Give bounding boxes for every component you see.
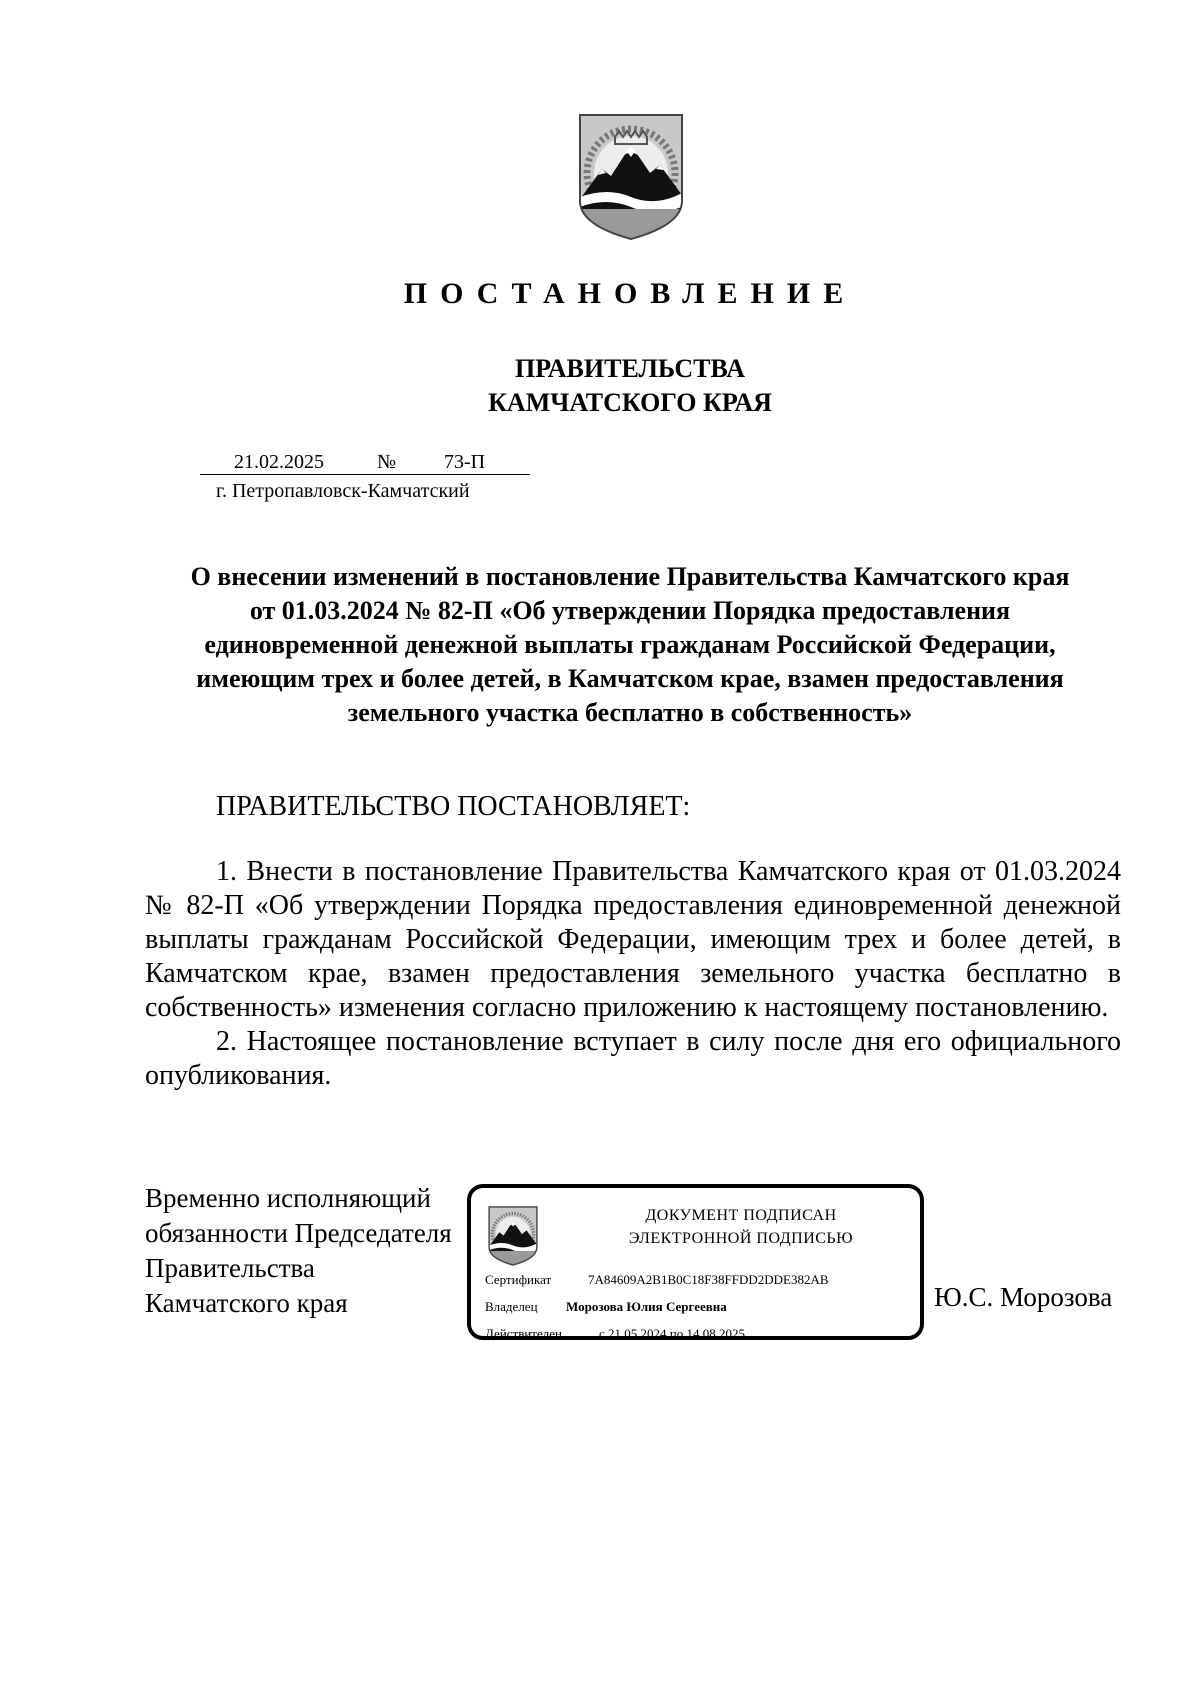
signatory-name: Ю.С. Морозова: [934, 1282, 1113, 1312]
paragraph-2: 2. Настоящее постановление вступает в силу после дня его официального опубликования.: [145, 1026, 1121, 1091]
document-date: 21.02.2025: [234, 451, 324, 473]
stamp-validity-row: [485, 1326, 745, 1342]
paragraph-1: 1. Внести в постановление Правительства Камчатского края от 01.03.2024 № 82-П «Об утверждении Порядка предоставления единовременной денежной выплаты гражданам Российской Федерации, имеющим трех и более детей, в Камчатском крае, взамен предоставления земельного участка бесплатно в собственность» изменения согласно приложению к настоящему постановлению.: [145, 856, 1121, 1023]
city-label: г. Петропавловск-Камчатский: [216, 480, 470, 502]
owner-label: Владелец: [485, 1299, 538, 1314]
issuer-line-1: ПРАВИТЕЛЬСТВА: [515, 354, 745, 383]
title-line: имеющим трех и более детей, в Камчатском крае, взамен предоставления: [196, 664, 1064, 693]
position-line: Временно исполняющий: [145, 1183, 431, 1213]
document-type-heading: ПОСТАНОВЛЕНИЕ: [403, 277, 857, 310]
stamp-owner-row: [485, 1299, 727, 1315]
position-line: Камчатского края: [145, 1288, 348, 1318]
date-number-line: [200, 451, 530, 479]
issuer-heading: [0, 352, 1200, 420]
certificate-value: 7A84609A2B1B0C18F38FFDD2DDE382AB: [588, 1272, 829, 1287]
title-line: земельного участка бесплатно в собственность»: [347, 698, 913, 727]
owner-value: Морозова Юлия Сергеевна: [566, 1299, 727, 1314]
kamchatka-coat-of-arms-icon: [578, 113, 684, 241]
decree-statement: ПРАВИТЕЛЬСТВО ПОСТАНОВЛЯЕТ:: [216, 791, 691, 822]
validity-label: Действителен: [485, 1326, 562, 1341]
stamp-heading-line-2: ЭЛЕКТРОННОЙ ПОДПИСЬЮ: [628, 1230, 854, 1247]
title-line: О внесении изменений в постановление Правительства Камчатского края: [190, 562, 1070, 591]
date-underline: [200, 474, 530, 475]
signatory-position: [145, 1181, 452, 1321]
document-number: 73-П: [444, 451, 486, 473]
electronic-signature-stamp: [467, 1184, 924, 1340]
position-line: Правительства: [145, 1253, 315, 1283]
document-title: [120, 560, 1140, 730]
certificate-label: Сертификат: [485, 1272, 552, 1287]
position-line: обязанности Председателя: [145, 1218, 452, 1248]
stamp-heading: [571, 1204, 911, 1250]
issuer-line-2: КАМЧАТСКОГО КРАЯ: [488, 388, 772, 417]
stamp-heading-line-1: ДОКУМЕНТ ПОДПИСАН: [645, 1207, 837, 1224]
title-line: от 01.03.2024 № 82-П «Об утверждении Порядка предоставления: [249, 596, 1011, 625]
title-line: единовременной денежной выплаты гражданам Российской Федерации,: [204, 630, 1056, 659]
stamp-certificate-row: [485, 1272, 829, 1288]
number-sign: №: [377, 451, 397, 473]
document-body: [145, 855, 1121, 1093]
validity-value: с 21.05.2024 по 14.08.2025: [599, 1326, 745, 1341]
stamp-coat-of-arms-icon: [487, 1206, 539, 1266]
